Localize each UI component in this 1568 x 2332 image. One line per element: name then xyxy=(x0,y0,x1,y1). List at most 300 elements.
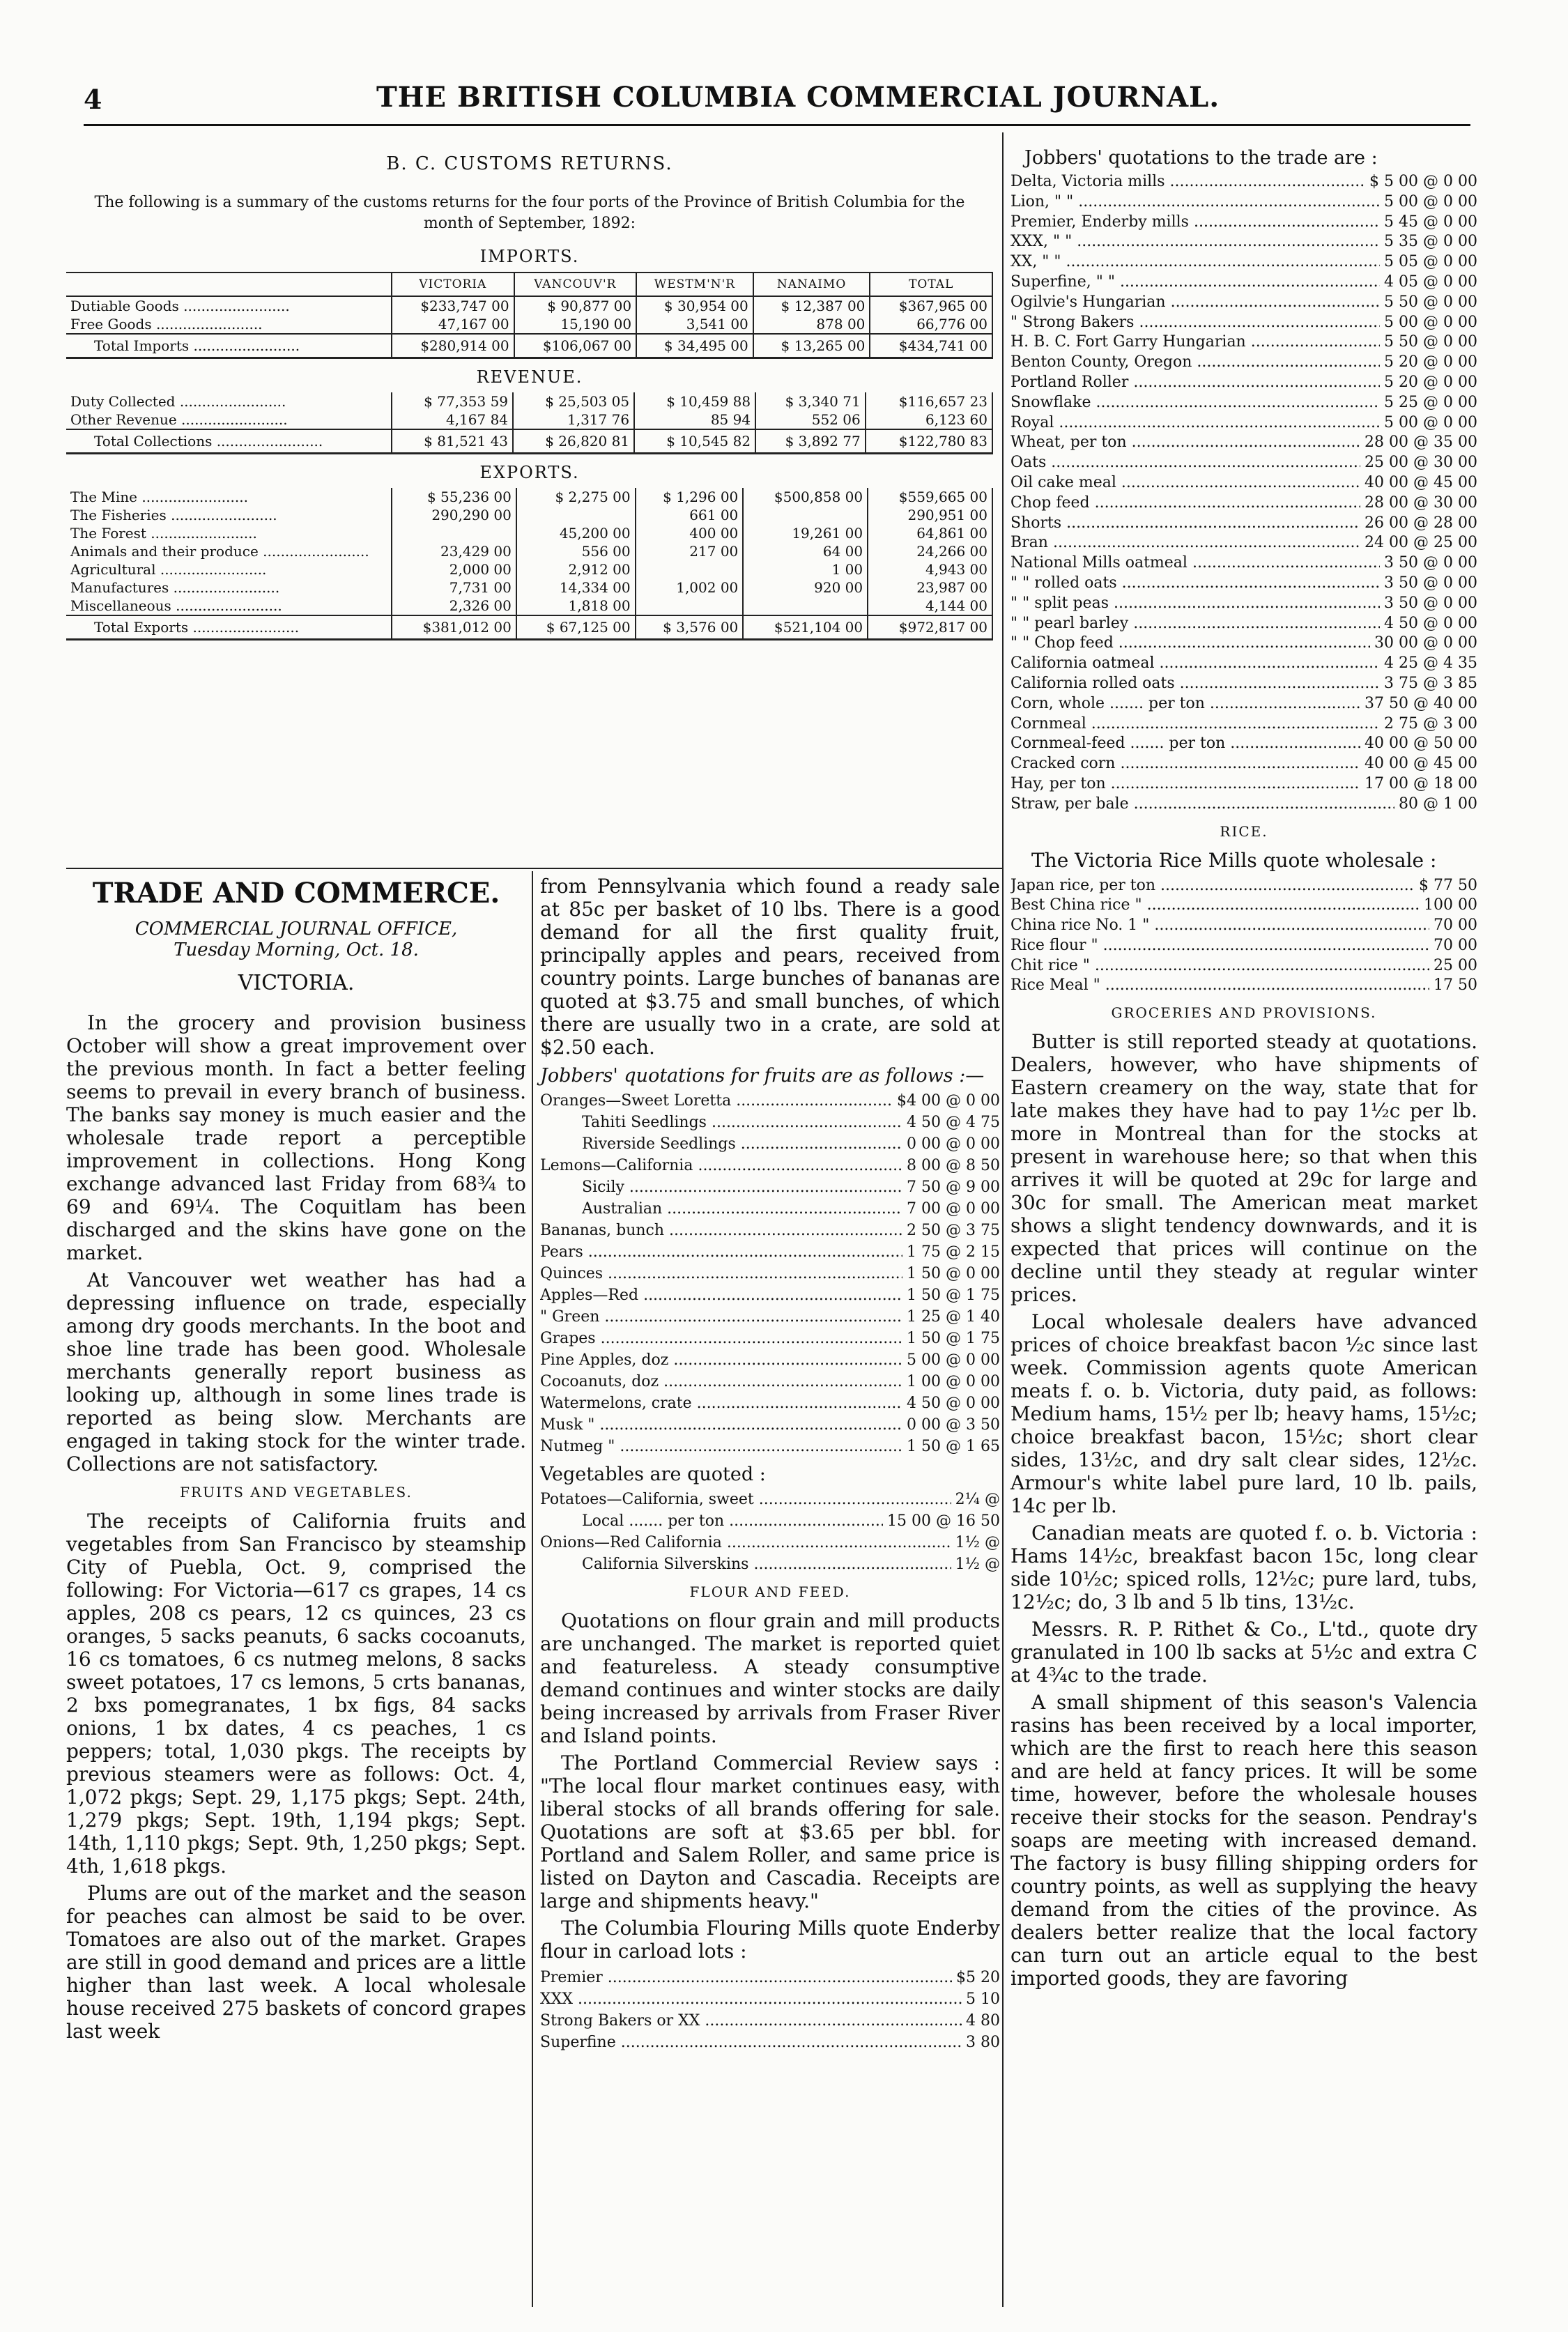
item-price: 5 10 xyxy=(966,1990,1000,2008)
value-cell: $434,741 00 xyxy=(870,334,992,358)
header-cell: TOTAL xyxy=(870,273,992,296)
value-cell: 23,987 00 xyxy=(868,578,992,597)
trade-heading: TRADE AND COMMERCE. xyxy=(92,877,500,910)
price-row xyxy=(1010,393,1477,413)
paragraph: The Portland Commercial Review says : "The local flour market continues easy, with liberal stocks of all brands offering for sale. Quotations are soft at $3.65 per bbl. for Portland and Salem Roller, and same price is listed on Dayton and Cascadia. Receipts are large and shipments heavy." xyxy=(540,1751,1000,1912)
item-price: 4 25 @ 4 35 xyxy=(1384,654,1477,673)
value-cell: $ 12,387 00 xyxy=(753,296,870,315)
page-number: 4 xyxy=(84,84,102,115)
item-name: California oatmeal ..... xyxy=(1010,654,1380,674)
column-rule-right xyxy=(1002,132,1004,2307)
item-price: 1 50 @ 1 65 xyxy=(907,1438,1000,1455)
price-row xyxy=(1010,674,1477,694)
item-price: 1½ @ xyxy=(955,1534,1000,1551)
item-price: 8 00 @ 8 50 xyxy=(907,1157,1000,1174)
value-cell: 290,951 00 xyxy=(868,506,992,524)
item-name: Onions—Red California ..... xyxy=(540,1532,951,1554)
price-row xyxy=(1010,232,1477,252)
item-name: " " split peas ..... xyxy=(1010,594,1380,614)
price-row xyxy=(540,1176,1000,1198)
price-row xyxy=(1010,353,1477,373)
price-row xyxy=(1010,413,1477,434)
rice-price-list xyxy=(1010,876,1477,997)
paragraph: Local wholesale dealers have advanced prices of choice breakfast bacon ½c since last week. Commission agents quote American meats f. o. b. Victoria, duty paid, as follows: Medium hams, 15½ per lb; heavy hams, 15½c; choice breakfast bacon, 15½c; short clear sides, 13½c, and dry salt clear sides, 12½c. Armour's white label pure lard, 10 lb. pails, 14c per lb. xyxy=(1010,1310,1477,1518)
masthead: THE BRITISH COLUMBIA COMMERCIAL JOURNAL. xyxy=(376,81,1220,114)
item-name: " Strong Bakers ..... xyxy=(1010,313,1380,333)
value-cell: 3,541 00 xyxy=(636,315,753,334)
price-row xyxy=(1010,734,1477,754)
row-label: The Mine ........................ xyxy=(66,488,392,506)
row-label: Total Imports ........................ xyxy=(66,334,392,358)
item-name: Wheat, per ton ..... xyxy=(1010,433,1360,453)
value-cell: $ 3,576 00 xyxy=(636,615,744,640)
price-row xyxy=(1010,493,1477,514)
price-row xyxy=(540,1284,1000,1306)
item-price: 1 50 @ 1 75 xyxy=(907,1330,1000,1347)
value-cell: $ 3,340 71 xyxy=(755,392,866,411)
row-label: Dutiable Goods ........................ xyxy=(66,296,392,315)
item-name: Ogilvie's Hungarian ..... xyxy=(1010,293,1380,313)
item-price: 4 05 @ 0 00 xyxy=(1384,273,1477,291)
item-name: Quinces ..... xyxy=(540,1263,902,1284)
value-cell: 920 00 xyxy=(743,578,868,597)
item-name: Apples—Red ..... xyxy=(540,1284,902,1306)
item-name: " " pearl barley ..... xyxy=(1010,614,1380,634)
price-row xyxy=(1010,574,1477,594)
price-row xyxy=(540,2010,1000,2032)
item-price: $4 00 @ 0 00 xyxy=(897,1092,1000,1110)
exports-heading: EXPORTS. xyxy=(479,463,580,482)
item-name: Oil cake meal ..... xyxy=(1010,473,1360,493)
item-price: 7 00 @ 0 00 xyxy=(907,1200,1000,1218)
paragraph: Messrs. R. P. Rithet & Co., L'td., quote dry granulated in 100 lb sacks at 5½c and extra C at 4¾c to the trade. xyxy=(1010,1618,1477,1687)
value-cell: $559,665 00 xyxy=(868,488,992,506)
header-cell: VANCOUV'R xyxy=(514,273,637,296)
item-price: 3 50 @ 0 00 xyxy=(1384,594,1477,612)
item-price: 17 50 xyxy=(1434,976,1477,995)
value-cell: $233,747 00 xyxy=(392,296,514,315)
item-name: Local ....... per ton ..... xyxy=(540,1510,883,1532)
paragraph: The Victoria Rice Mills quote wholesale : xyxy=(1031,848,1437,872)
item-price: 3 80 xyxy=(966,2034,1000,2051)
item-name: Cornmeal ..... xyxy=(1010,714,1380,735)
item-price: $ 5 00 @ 0 00 xyxy=(1369,173,1477,190)
table-row xyxy=(66,296,992,315)
item-name: Superfine ..... xyxy=(540,2032,962,2053)
item-price: 17 00 @ 18 00 xyxy=(1365,774,1477,792)
vegetables-lead: Vegetables are quoted : xyxy=(540,1464,766,1485)
item-name: " " Chop feed ..... xyxy=(1010,634,1370,654)
price-row xyxy=(540,1133,1000,1155)
table-row xyxy=(66,542,992,560)
item-price: 0 00 @ 0 00 xyxy=(907,1135,1000,1153)
price-row xyxy=(540,1371,1000,1393)
row-label: Total Exports ........................ xyxy=(66,615,392,640)
item-name: Sicily ..... xyxy=(540,1176,902,1198)
price-row xyxy=(540,1155,1000,1176)
trade-column xyxy=(66,875,526,2047)
value-cell: 556 00 xyxy=(516,542,636,560)
item-name: Benton County, Oregon ..... xyxy=(1010,353,1380,373)
value-cell: $500,858 00 xyxy=(743,488,868,506)
value-cell: $280,914 00 xyxy=(392,334,514,358)
item-name: Rice flour " ..... xyxy=(1010,936,1429,956)
price-row xyxy=(1010,694,1477,714)
item-price: 25 00 xyxy=(1434,956,1477,974)
jobbers-price-list xyxy=(1010,172,1477,815)
item-name: Straw, per bale ..... xyxy=(1010,795,1394,815)
value-cell: 6,123 60 xyxy=(866,411,992,429)
price-row xyxy=(1010,754,1477,774)
item-name: Portland Roller ..... xyxy=(1010,373,1380,393)
item-price: 24 00 @ 25 00 xyxy=(1365,534,1477,552)
value-cell: 4,167 84 xyxy=(392,411,513,429)
item-name: Cracked corn ..... xyxy=(1010,754,1360,774)
value-cell: 1 00 xyxy=(743,560,868,578)
row-label: Duty Collected ........................ xyxy=(66,392,392,411)
paragraph: from Pennsylvania which found a ready sale at 85c per basket of 10 lbs. There is a good demand for all the first quality fruit, principally apples and pears, received from country points. Large bunches of bananas are quoted at $3.75 and small bunches, of which there are usually two in a crate, are sold at $2.50 each. xyxy=(540,875,1000,1059)
price-row xyxy=(540,1112,1000,1133)
price-row xyxy=(1010,453,1477,473)
value-cell: 4,943 00 xyxy=(868,560,992,578)
value-cell: $ 10,545 82 xyxy=(634,429,755,454)
item-name: Royal ..... xyxy=(1010,413,1380,434)
item-name: Cocoanuts, doz ..... xyxy=(540,1371,902,1393)
item-name: Chop feed ..... xyxy=(1010,493,1360,514)
value-cell: $ 1,296 00 xyxy=(636,488,744,506)
item-price: 7 50 @ 9 00 xyxy=(907,1179,1000,1196)
fruit-price-list xyxy=(540,1090,1000,1457)
flour-lot-list xyxy=(540,1967,1000,2053)
price-row xyxy=(1010,533,1477,553)
table-row xyxy=(66,578,992,597)
item-name: Superfine, " " ..... xyxy=(1010,273,1380,293)
item-name: Potatoes—California, sweet ..... xyxy=(540,1489,951,1510)
flour-heading: FLOUR AND FEED. xyxy=(689,1583,851,1600)
value-cell: 400 00 xyxy=(636,524,744,542)
price-row xyxy=(540,2032,1000,2053)
value-cell: 1,002 00 xyxy=(636,578,744,597)
item-price: 80 @ 1 00 xyxy=(1399,795,1477,813)
value-cell xyxy=(636,597,744,615)
header-cell: NANAIMO xyxy=(753,273,870,296)
rice-heading: RICE. xyxy=(1220,822,1268,840)
item-price: 15 00 @ 16 50 xyxy=(887,1512,1000,1530)
item-name: XX, " " ..... xyxy=(1010,252,1380,273)
office-line: COMMERCIAL JOURNAL OFFICE, xyxy=(134,919,458,939)
value-cell: $367,965 00 xyxy=(870,296,992,315)
item-name: H. B. C. Fort Garry Hungarian ..... xyxy=(1010,332,1380,353)
value-cell: $ 55,236 00 xyxy=(392,488,516,506)
value-cell: 14,334 00 xyxy=(516,578,636,597)
right-column xyxy=(1010,146,1477,1994)
table-header-row xyxy=(66,273,992,296)
price-row xyxy=(1010,313,1477,333)
value-cell: 290,290 00 xyxy=(392,506,516,524)
item-price: 5 00 @ 0 00 xyxy=(1384,313,1477,331)
value-cell: 1,818 00 xyxy=(516,597,636,615)
item-name: " Green ..... xyxy=(540,1306,902,1328)
value-cell xyxy=(392,524,516,542)
price-row xyxy=(1010,795,1477,815)
table-row xyxy=(66,488,992,506)
price-row xyxy=(1010,614,1477,634)
value-cell: 24,266 00 xyxy=(868,542,992,560)
item-name: Tahiti Seedlings ..... xyxy=(540,1112,902,1133)
row-label: Total Collections ........................ xyxy=(66,429,392,454)
price-row xyxy=(1010,654,1477,674)
item-price: 1 50 @ 0 00 xyxy=(907,1265,1000,1282)
price-row xyxy=(1010,936,1477,956)
table-row xyxy=(66,524,992,542)
item-name: Pine Apples, doz ..... xyxy=(540,1349,902,1371)
item-price: 5 20 @ 0 00 xyxy=(1384,353,1477,371)
value-cell: 66,776 00 xyxy=(870,315,992,334)
item-price: 2¼ @ xyxy=(955,1491,1000,1508)
item-price: $ 77 50 xyxy=(1419,876,1477,894)
item-name: Premier, Enderby mills ..... xyxy=(1010,213,1380,233)
paragraph: A small shipment of this season's Valencia rasins has been received by a local importer, which are the first to reach here this season and are held at fancy prices. It will be some time, however, before the wholesale houses receive their stocks for the season. Pendray's soaps are meeting with increased demand. The factory is busy filling shipping orders for country points, as well as supplying the heavy demand from the cities of the province. As dealers better realize that the local factory can turn out an article equal to the best imported goods, they are favoring xyxy=(1010,1691,1477,1990)
item-price: 1½ @ xyxy=(955,1556,1000,1573)
value-cell: $ 30,954 00 xyxy=(636,296,753,315)
value-cell: $ 90,877 00 xyxy=(514,296,637,315)
value-cell: $ 26,820 81 xyxy=(513,429,634,454)
item-name: Shorts ..... xyxy=(1010,514,1360,534)
price-row xyxy=(540,1349,1000,1371)
paragraph: At Vancouver wet weather has had a depressing influence on trade, especially among dry goods merchants. In the boot and shoe line trade has been good. Wholesale merchants generally report business as looking up, although in some lines trade is reported as being slow. Merchants are engaged in taking stock for the winter trade. Collections are not satisfactory. xyxy=(66,1268,526,1475)
price-row xyxy=(540,1967,1000,1988)
value-cell: 552 06 xyxy=(755,411,866,429)
vegetable-price-list xyxy=(540,1489,1000,1575)
value-cell: $106,067 00 xyxy=(514,334,637,358)
price-row xyxy=(540,1436,1000,1457)
item-name: " " rolled oats ..... xyxy=(1010,574,1380,594)
value-cell: $ 10,459 88 xyxy=(634,392,755,411)
header-cell: WESTM'N'R xyxy=(636,273,753,296)
item-price: 0 00 @ 3 50 xyxy=(907,1416,1000,1434)
item-name: XXX, " " ..... xyxy=(1010,232,1380,252)
item-price: 40 00 @ 45 00 xyxy=(1365,755,1477,773)
value-cell: $972,817 00 xyxy=(868,615,992,640)
total-row xyxy=(66,334,992,358)
item-price: 5 00 @ 0 00 xyxy=(1384,192,1477,210)
item-name: California Silverskins ..... xyxy=(540,1554,951,1575)
item-name: Premier ..... xyxy=(540,1967,952,1988)
paragraph: Canadian meats are quoted f. o. b. Victoria : Hams 14½c, breakfast bacon 15c, long clear side 10½c; spiced rolls, 12½c; pure lard, tubs, 12½c; do, 3 lb and 5 lb tins, 13½c. xyxy=(1010,1521,1477,1614)
item-name: Corn, whole ....... per ton ..... xyxy=(1010,694,1360,714)
table-row xyxy=(66,597,992,615)
value-cell: 7,731 00 xyxy=(392,578,516,597)
row-label: The Forest ........................ xyxy=(66,524,392,542)
item-name: Cornmeal-feed ....... per ton ..... xyxy=(1010,734,1360,754)
item-price: 3 50 @ 0 00 xyxy=(1384,574,1477,592)
imports-heading: IMPORTS. xyxy=(479,247,580,266)
column-rule-middle xyxy=(532,871,533,2307)
paragraph: Butter is still reported steady at quotations. Dealers, however, who have shipments of Eastern creamery on the way, state that for late makes they have had to pay 1½c per lb. more in Montreal than for the stocks at present in warehouse here; so that when this arrives it will be quoted at 29c for large and 30c for small. The American meat market shows a slight tendency downwards, and it is expected that prices will continue on the decline until they steady at regular winter prices. xyxy=(1010,1030,1477,1307)
item-price: 4 50 @ 4 75 xyxy=(907,1114,1000,1131)
value-cell: $381,012 00 xyxy=(392,615,516,640)
item-name: Delta, Victoria mills ..... xyxy=(1010,172,1365,192)
price-row xyxy=(1010,293,1477,313)
price-row xyxy=(1010,634,1477,654)
value-cell: 85 94 xyxy=(634,411,755,429)
item-price: 5 50 @ 0 00 xyxy=(1384,293,1477,311)
table-row xyxy=(66,392,992,411)
item-price: 5 00 @ 0 00 xyxy=(907,1351,1000,1369)
item-name: Snowflake ..... xyxy=(1010,393,1380,413)
page-header xyxy=(84,77,1470,118)
item-name: XXX ..... xyxy=(540,1988,962,2010)
value-cell: 45,200 00 xyxy=(516,524,636,542)
table-row xyxy=(66,506,992,524)
total-row xyxy=(66,429,992,454)
price-row xyxy=(540,1198,1000,1220)
price-row xyxy=(540,1510,1000,1532)
item-price: 26 00 @ 28 00 xyxy=(1365,514,1477,532)
item-price: 5 20 @ 0 00 xyxy=(1384,373,1477,391)
header-cell xyxy=(66,273,392,296)
item-name: Nutmeg " ..... xyxy=(540,1436,902,1457)
value-cell: $ 25,503 05 xyxy=(513,392,634,411)
price-row xyxy=(540,1554,1000,1575)
item-name: Watermelons, crate ..... xyxy=(540,1393,902,1414)
item-price: 1 00 @ 0 00 xyxy=(907,1373,1000,1390)
value-cell: 64,861 00 xyxy=(868,524,992,542)
item-name: Hay, per ton ..... xyxy=(1010,774,1360,795)
value-cell xyxy=(743,597,868,615)
value-cell: $122,780 83 xyxy=(866,429,992,454)
item-name: Best China rice " ..... xyxy=(1010,896,1420,916)
price-row xyxy=(1010,916,1477,936)
item-price: 2 50 @ 3 75 xyxy=(907,1222,1000,1239)
price-row xyxy=(1010,192,1477,213)
value-cell xyxy=(636,560,744,578)
item-name: Oranges—Sweet Loretta ..... xyxy=(540,1090,893,1112)
item-price: 3 75 @ 3 85 xyxy=(1384,674,1477,692)
value-cell: 4,144 00 xyxy=(868,597,992,615)
customs-returns xyxy=(66,139,993,640)
price-row xyxy=(540,1263,1000,1284)
total-row xyxy=(66,615,992,640)
price-row xyxy=(540,1988,1000,2010)
item-price: 28 00 @ 30 00 xyxy=(1365,493,1477,512)
item-name: Bran ..... xyxy=(1010,533,1360,553)
row-label: Miscellaneous ........................ xyxy=(66,597,392,615)
exports-table xyxy=(66,488,993,640)
value-cell: 2,000 00 xyxy=(392,560,516,578)
customs-bottom-rule xyxy=(66,868,1002,869)
value-cell: $ 34,495 00 xyxy=(636,334,753,358)
price-row xyxy=(540,1532,1000,1554)
item-name: Lemons—California ..... xyxy=(540,1155,902,1176)
customs-intro: The following is a summary of the customs returns for the four ports of the Province of British Columbia for the month of September, 1892: xyxy=(94,194,965,232)
value-cell: $ 77,353 59 xyxy=(392,392,513,411)
revenue-table xyxy=(66,392,993,454)
item-price: 2 75 @ 3 00 xyxy=(1384,714,1477,732)
item-price: 5 45 @ 0 00 xyxy=(1384,213,1477,231)
item-name: National Mills oatmeal ..... xyxy=(1010,553,1380,574)
value-cell: 1,317 76 xyxy=(513,411,634,429)
value-cell: 661 00 xyxy=(636,506,744,524)
item-price: 40 00 @ 50 00 xyxy=(1365,735,1477,753)
item-price: 37 50 @ 40 00 xyxy=(1365,694,1477,712)
item-name: Strong Bakers or XX ..... xyxy=(540,2010,962,2032)
item-price: $5 20 xyxy=(956,1969,1000,1986)
value-cell: 23,429 00 xyxy=(392,542,516,560)
item-price: 5 25 @ 0 00 xyxy=(1384,393,1477,411)
table-row xyxy=(66,315,992,334)
price-row xyxy=(1010,473,1477,493)
item-price: 100 00 xyxy=(1424,896,1477,914)
customs-title: B. C. CUSTOMS RETURNS. xyxy=(386,153,673,174)
price-row xyxy=(1010,172,1477,192)
value-cell: $521,104 00 xyxy=(743,615,868,640)
price-row xyxy=(1010,976,1477,996)
item-name: Grapes ..... xyxy=(540,1328,902,1349)
row-label: Free Goods ........................ xyxy=(66,315,392,334)
jobbers-title: Jobbers' quotations to the trade are : xyxy=(1024,147,1378,169)
item-price: 30 00 @ 0 00 xyxy=(1374,634,1477,652)
item-name: China rice No. 1 " ..... xyxy=(1010,916,1429,936)
item-name: Lion, " " ..... xyxy=(1010,192,1380,213)
price-row xyxy=(540,1090,1000,1112)
item-name: Musk " ..... xyxy=(540,1414,902,1436)
row-label: Manufactures ........................ xyxy=(66,578,392,597)
price-row xyxy=(1010,956,1477,976)
value-cell: 47,167 00 xyxy=(392,315,514,334)
item-price: 1 25 @ 1 40 xyxy=(907,1308,1000,1326)
item-name: Pears ..... xyxy=(540,1241,902,1263)
value-cell: 2,912 00 xyxy=(516,560,636,578)
value-cell xyxy=(743,506,868,524)
row-label: Agricultural ........................ xyxy=(66,560,392,578)
item-price: 28 00 @ 35 00 xyxy=(1365,434,1477,452)
value-cell xyxy=(516,506,636,524)
price-row xyxy=(540,1220,1000,1241)
price-row xyxy=(1010,252,1477,273)
city-heading: VICTORIA. xyxy=(238,971,355,995)
item-price: 1 50 @ 1 75 xyxy=(907,1287,1000,1304)
paragraph: In the grocery and provision business October will show a great improvement over the previous month. In fact a better feeling seems to prevail in every branch of business. The banks say money is much easier and the wholesale trade report a perceptible improvement in collections. Hong Kong exchange advanced last Friday from 68¾ to 69 and 69¼. The Coquitlam has been discharged and the skins have gone on the market. xyxy=(66,1011,526,1264)
value-cell: $ 67,125 00 xyxy=(516,615,636,640)
price-row xyxy=(1010,213,1477,233)
item-price: 5 00 @ 0 00 xyxy=(1384,413,1477,431)
paragraph: The Columbia Flouring Mills quote Enderby flour in carload lots : xyxy=(540,1917,1000,1963)
item-price: 1 75 @ 2 15 xyxy=(907,1243,1000,1261)
revenue-heading: REVENUE. xyxy=(476,367,583,387)
date-line: Tuesday Morning, Oct. 18. xyxy=(174,939,419,960)
price-row xyxy=(1010,594,1477,614)
item-name: Chit rice " ..... xyxy=(1010,956,1429,976)
item-name: Rice Meal " ..... xyxy=(1010,976,1429,996)
price-row xyxy=(1010,332,1477,353)
value-cell: $ 13,265 00 xyxy=(753,334,870,358)
item-price: 5 35 @ 0 00 xyxy=(1384,233,1477,251)
item-price: 4 80 xyxy=(966,2012,1000,2030)
value-cell: 2,326 00 xyxy=(392,597,516,615)
price-row xyxy=(540,1489,1000,1510)
table-row xyxy=(66,411,992,429)
item-price: 3 50 @ 0 00 xyxy=(1384,554,1477,572)
price-row xyxy=(1010,876,1477,896)
price-row xyxy=(540,1393,1000,1414)
price-row xyxy=(540,1414,1000,1436)
item-price: 25 00 @ 30 00 xyxy=(1365,454,1477,472)
price-row xyxy=(1010,373,1477,393)
price-row xyxy=(1010,273,1477,293)
value-cell: 217 00 xyxy=(636,542,744,560)
middle-column xyxy=(540,875,1000,2053)
